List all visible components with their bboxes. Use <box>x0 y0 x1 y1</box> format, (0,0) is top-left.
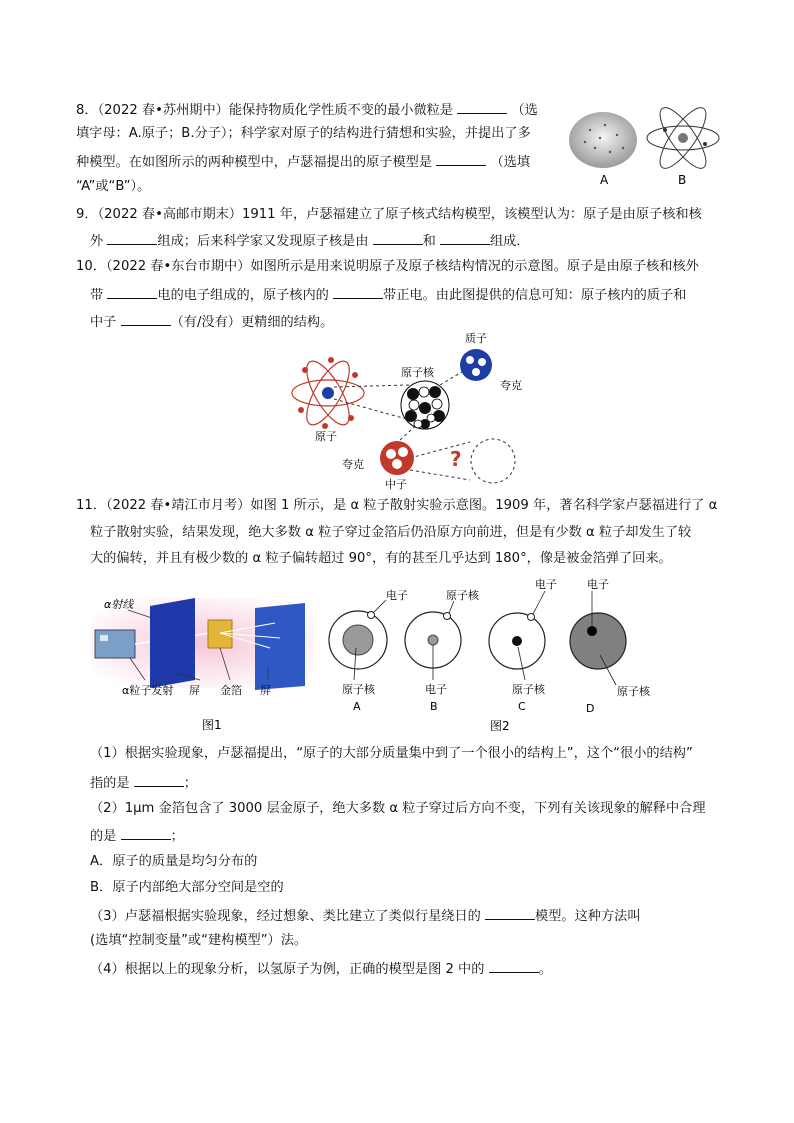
quark-zoom-circle <box>471 439 515 483</box>
q11-line-1: 11．（2022 春•靖江市月考）如图 1 所示，是 α 粒子散射实验示意图。1909 年，著名科学家卢瑟福进行了 α <box>76 498 718 513</box>
label-d: D <box>586 702 595 715</box>
q11-sub1-line-1: （1）根据实验现象，卢瑟福提出，“原子的大部分质量集中到了一个很小的结构上”，这个“很小的结构” <box>90 746 693 761</box>
label-d-electron: 电子 <box>587 578 609 591</box>
q11-sub1-answer-blank[interactable] <box>134 772 184 787</box>
q11-option-a: A．原子的质量是均匀分布的 <box>90 854 258 869</box>
q8-atom-models-figure <box>565 100 725 190</box>
question-mark: ? <box>450 447 462 471</box>
label-quark-bottom: 夸克 <box>342 458 364 471</box>
fig2-caption: 图2 <box>490 719 510 733</box>
q9-line-1: 9．（2022 春•高邮市期末）1911 年，卢瑟福建立了原子核式结构模型，该模型认为：原子是由原子核和核 <box>76 207 702 222</box>
fig1-caption: 图1 <box>202 718 222 732</box>
q9-answer-blank-1[interactable] <box>107 230 157 245</box>
q10-line-1: 10．（2022 春•东台市期中）如图所示是用来说明原子及原子核结构情况的示意图。原子是由原子核和核外 <box>76 259 699 274</box>
nucleus-cluster <box>401 381 449 429</box>
q10-answer-blank-1[interactable] <box>107 284 157 299</box>
label-b-nucleus: 原子核 <box>446 589 479 602</box>
label-gold-foil: 金箔 <box>220 684 242 697</box>
label-atom: 原子 <box>315 430 337 443</box>
proton-ball <box>460 349 492 381</box>
model-d-atom <box>570 613 626 669</box>
q8-answer-blank-1[interactable] <box>457 99 507 114</box>
model-d-electron <box>587 626 597 636</box>
model-a-nucleus <box>343 625 373 655</box>
fig-label-a: A <box>600 173 609 187</box>
q8-line-1: 8．（2022 春•苏州期中）能保持物质化学性质不变的最小微粒是 （选 <box>76 99 538 121</box>
q11-sub2-answer-blank[interactable] <box>121 825 171 840</box>
q10-line-2: 带 电的电子组成的，原子核内的 带正电。由此图提供的信息可知：原子核内的质子和 <box>90 284 686 306</box>
label-proton: 质子 <box>465 332 487 345</box>
label-b: B <box>430 700 438 713</box>
q11-line-3: 大的偏转，并且有极少数的 α 粒子偏转超过 90°，有的甚至几乎达到 180°，像是被金箔弹了回来。 <box>90 551 672 566</box>
q10-answer-blank-3[interactable] <box>121 311 171 326</box>
q11-sub4-answer-blank[interactable] <box>489 958 539 973</box>
q8-line-2: 填字母：A.原子；B.分子）；科学家对原子的结构进行猜想和实验，并提出了多 <box>76 126 531 141</box>
q11-sub1-line-2: 指的是 ； <box>90 772 197 794</box>
model-b-electron <box>444 613 451 620</box>
q11-sub3-line-2: (选填“控制变量”或“建构模型”）法。 <box>90 933 308 948</box>
q11-sub2-line-2: 的是 ； <box>90 825 184 847</box>
q11-fig2-atom-models <box>320 575 665 735</box>
q8-answer-blank-2[interactable] <box>436 151 486 166</box>
atom-nucleus-dot <box>322 387 334 399</box>
label-quark-top: 夸克 <box>500 379 522 392</box>
label-c: C <box>518 700 526 713</box>
q8-line-3: 种模型。在如图所示的两种模型中，卢瑟福提出的原子模型是 （选填 <box>76 151 530 173</box>
model-c-electron <box>528 614 535 621</box>
label-d-nucleus: 原子核 <box>617 685 650 698</box>
q10-line-3: 中子 （有/没有）更精细的结构。 <box>90 311 333 333</box>
screen-1 <box>150 598 195 688</box>
q11-sub3-answer-blank[interactable] <box>485 905 535 920</box>
label-c-nucleus: 原子核 <box>512 683 545 696</box>
alpha-emitter <box>95 630 135 658</box>
model-c-nucleus <box>512 636 522 646</box>
label-neutron: 中子 <box>385 478 407 491</box>
label-a: A <box>353 700 361 713</box>
label-screen-2: 屏 <box>260 684 271 697</box>
q11-sub2-line-1: （2）1μm 金箔包含了 3000 层金原子，绝大多数 α 粒子穿过后方向不变，下列有关该现象的解释中合理 <box>90 801 706 816</box>
q10-atom-structure-figure <box>285 330 525 490</box>
label-a-nucleus: 原子核 <box>342 683 375 696</box>
model-b-nucleus <box>428 635 438 645</box>
label-screen-1: 屏 <box>189 684 200 697</box>
neutron-ball <box>380 441 414 475</box>
screen-2 <box>255 603 305 690</box>
q11-sub4-line: （4）根据以上的现象分析，以氢原子为例，正确的模型是图 2 中的 。 <box>90 958 552 980</box>
fig-label-b: B <box>678 173 687 187</box>
label-alpha-emitter: α粒子发射 <box>122 684 174 697</box>
q11-option-b: B．原子内部绝大部分空间是空的 <box>90 880 284 895</box>
q11-sub3-line-1: （3）卢瑟福根据实验现象，经过想象、类比建立了类似行星绕日的 模型。这种方法叫 <box>90 905 641 927</box>
label-b-electron: 电子 <box>425 683 447 696</box>
q9-answer-blank-3[interactable] <box>440 230 490 245</box>
label-nucleus: 原子核 <box>401 366 434 379</box>
q10-answer-blank-2[interactable] <box>333 284 383 299</box>
label-a-electron: 电子 <box>386 589 408 602</box>
q11-line-2: 粒子散射实验，结果发现，绝大多数 α 粒子穿过金箔后仍沿原方向前进，但是有少数 α 粒子却发生了较 <box>90 525 692 540</box>
plum-pudding-model <box>569 112 637 168</box>
q9-line-2: 外 组成；后来科学家又发现原子核是由 和 组成． <box>90 230 530 252</box>
label-c-electron: 电子 <box>535 578 557 591</box>
q8-line-4: “A”或“B”）。 <box>76 179 151 194</box>
q9-answer-blank-2[interactable] <box>373 230 423 245</box>
label-alpha-ray: α射线 <box>104 598 134 611</box>
q11-fig1-alpha-scattering <box>90 588 315 738</box>
